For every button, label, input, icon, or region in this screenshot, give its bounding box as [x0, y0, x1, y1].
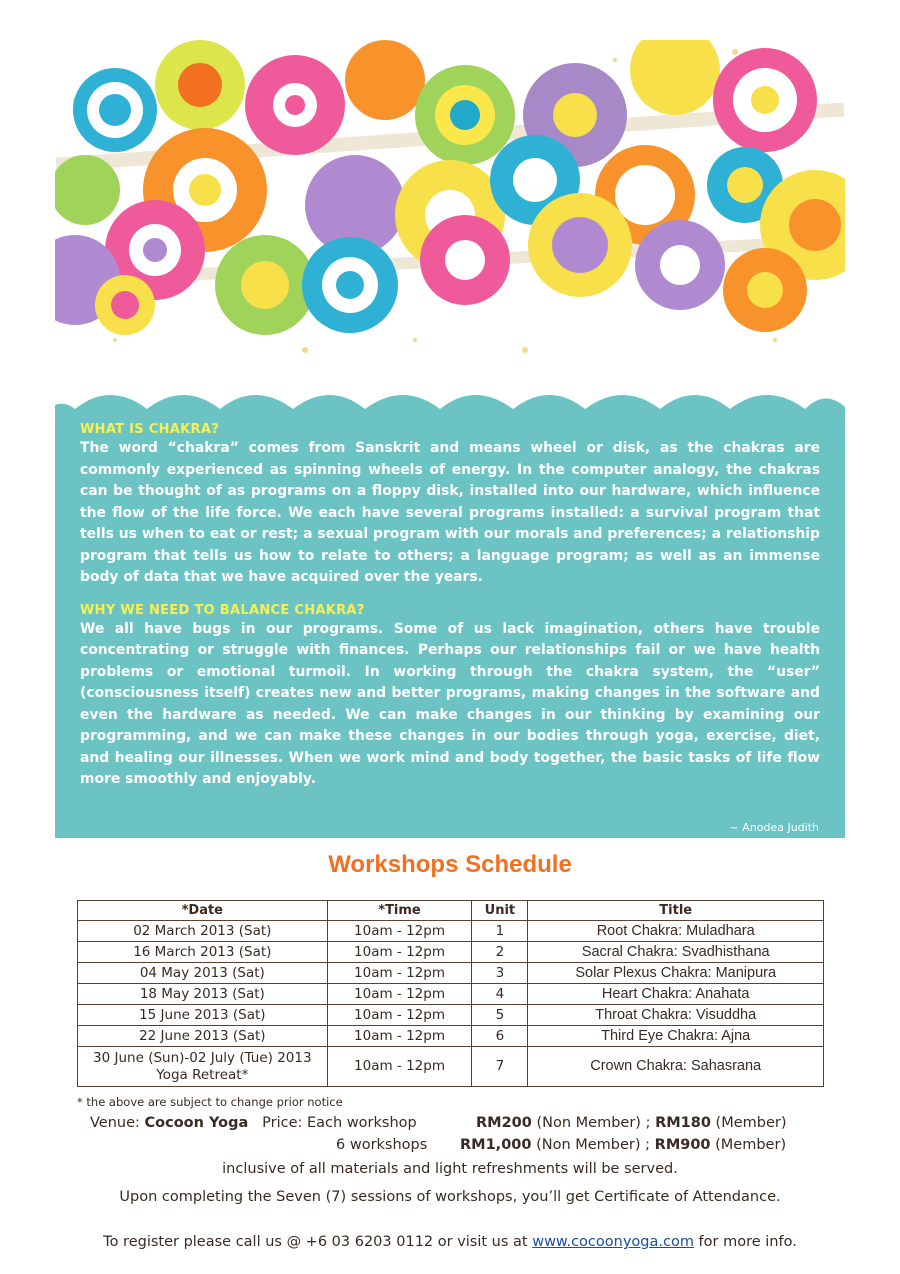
six-workshops-line	[336, 1137, 427, 1153]
what-is-chakra-heading: WHAT IS CHAKRA?	[80, 422, 220, 437]
six-non-member-price: RM1,000	[460, 1137, 532, 1153]
table-row	[78, 942, 824, 963]
table-row	[78, 984, 824, 1005]
table-header-row	[78, 901, 824, 921]
register-line	[0, 1234, 900, 1250]
why-balance-heading: WHY WE NEED TO BALANCE CHAKRA?	[80, 602, 365, 618]
header-unit: Unit	[472, 901, 528, 921]
venue-label: Venue:	[90, 1115, 145, 1131]
change-notice: * the above are subject to change prior notice	[77, 1095, 343, 1109]
cell-date: 22 June 2013 (Sat)	[78, 1026, 328, 1047]
cell-date: 16 March 2013 (Sat)	[78, 942, 328, 963]
what-is-chakra-text: The word “chakra” comes from Sanskrit and means wheel or disk, as the chakras are commonly experienced as spinning wheels of energy. In the computer analogy, the chakras can be thought of as programs on a floppy disk, installed into our hardware, which influence the flow of the life force. We each have several programs installed: a survival program that tells us when to eat or rest; a sexual program with our morals and preferences; a relationship program that tells us how to relate to others; a language program; as well as an immense body of data that we have acquired over the years.	[80, 440, 820, 585]
each-workshop-prices	[476, 1115, 787, 1131]
non-member-label: (Non Member) ;	[531, 1137, 655, 1153]
six-label: 6 workshops	[336, 1137, 428, 1153]
cell-title: Throat Chakra: Visuddha	[528, 1005, 824, 1026]
register-suffix: for more info.	[693, 1234, 797, 1250]
chakra-banner-illustration	[55, 40, 845, 440]
inclusive-note: inclusive of all materials and light refreshments will be served.	[222, 1161, 678, 1177]
website-link[interactable]: www.cocoonyoga.com	[532, 1234, 694, 1250]
cell-title: Crown Chakra: Sahasrana	[528, 1047, 824, 1087]
cell-time: 10am - 12pm	[327, 1047, 472, 1087]
member-label: (Member)	[710, 1137, 787, 1153]
cell-title: Heart Chakra: Anahata	[528, 984, 824, 1005]
cell-title: Root Chakra: Muladhara	[528, 921, 824, 942]
cell-date-line-1: 30 June (Sun)-02 July (Tue) 2013	[93, 1049, 312, 1066]
cell-unit: 6	[472, 1026, 528, 1047]
cell-unit: 4	[472, 984, 528, 1005]
table-row	[78, 921, 824, 942]
header-date: *Date	[78, 901, 328, 921]
each-member-price: RM180	[655, 1115, 711, 1131]
cell-title: Third Eye Chakra: Ajna	[528, 1026, 824, 1047]
cell-date: 02 March 2013 (Sat)	[78, 921, 328, 942]
venue-price-line	[90, 1115, 417, 1131]
venue-name: Cocoon Yoga	[144, 1115, 249, 1131]
cell-unit: 3	[472, 963, 528, 984]
table-row	[78, 1005, 824, 1026]
cell-date: 04 May 2013 (Sat)	[78, 963, 328, 984]
non-member-label: (Non Member) ;	[531, 1115, 656, 1131]
member-label: (Member)	[710, 1115, 787, 1131]
cell-time: 10am - 12pm	[327, 921, 472, 942]
scallop-edge	[55, 395, 845, 425]
six-member-price: RM900	[654, 1137, 711, 1153]
header-title: Title	[528, 901, 824, 921]
cell-date	[78, 1047, 328, 1087]
why-balance-text: We all have bugs in our programs. Some of us lack imagination, others have trouble concentrating or struggle with finances. Perhaps our relationships fail or we have health problems or emotional turmoil. In working through the chakra system, the “user” (consciousness itself) creates new and better programs, making changes in the software and even the hardware as needed. We can make changes in our thinking by examining our programming, and we can make these changes in our bodies through yoga, exercise, diet, and healing our illnesses. When we work mind and body together, the basic tasks of life flow more smoothly and enjoyably.	[80, 620, 820, 787]
cell-time: 10am - 12pm	[327, 963, 472, 984]
cell-date: 18 May 2013 (Sat)	[78, 984, 328, 1005]
price-label: Price: Each workshop	[262, 1115, 417, 1131]
table-row	[78, 963, 824, 984]
cell-time: 10am - 12pm	[327, 1026, 472, 1047]
each-non-member-price: RM200	[476, 1115, 532, 1131]
table-row	[78, 1047, 824, 1087]
cell-time: 10am - 12pm	[327, 942, 472, 963]
quote-author: ~ Anodea Judith	[729, 821, 819, 834]
cell-unit: 5	[472, 1005, 528, 1026]
table-row	[78, 1026, 824, 1047]
header-time: *Time	[327, 901, 472, 921]
cell-title: Solar Plexus Chakra: Manipura	[528, 963, 824, 984]
schedule-title: Workshops Schedule	[328, 851, 572, 878]
chakra-info-panel	[55, 395, 845, 838]
certificate-note: Upon completing the Seven (7) sessions of workshops, you’ll get Certificate of Attendance.	[119, 1189, 781, 1205]
cell-date: 15 June 2013 (Sat)	[78, 1005, 328, 1026]
cell-date-line-2: Yoga Retreat*	[156, 1066, 249, 1083]
cell-time: 10am - 12pm	[327, 1005, 472, 1026]
six-workshop-prices	[460, 1137, 786, 1153]
cell-unit: 1	[472, 921, 528, 942]
cell-unit: 7	[472, 1047, 528, 1087]
cell-unit: 2	[472, 942, 528, 963]
register-prefix: To register please call us @ +6 03 6203 0112 or visit us at	[103, 1234, 533, 1250]
cell-time: 10am - 12pm	[327, 984, 472, 1005]
workshop-schedule-table	[77, 900, 824, 1087]
cell-title: Sacral Chakra: Svadhisthana	[528, 942, 824, 963]
